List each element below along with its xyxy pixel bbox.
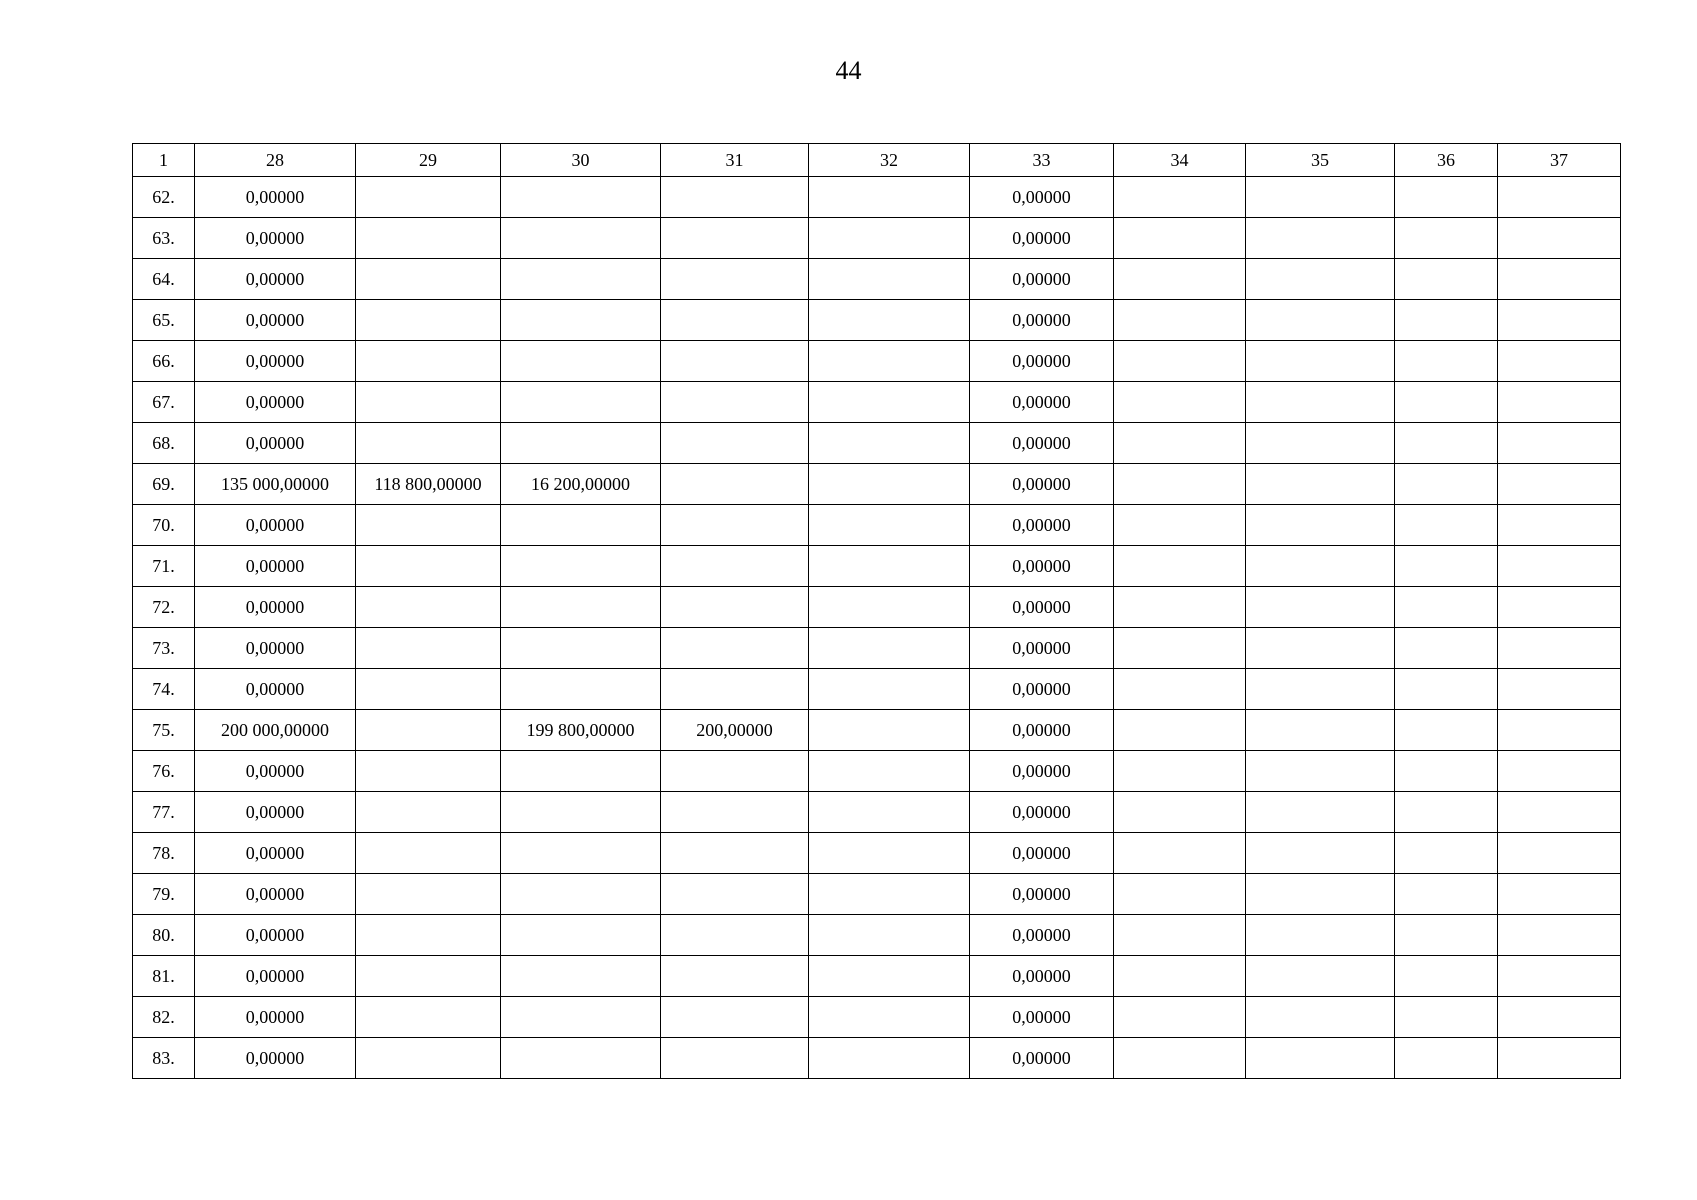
row-number-cell: 64. [133,259,195,300]
table-cell [661,956,809,997]
table-row [133,956,1621,997]
table-cell [809,341,970,382]
table-cell: 0,00000 [195,1038,356,1079]
table-cell [356,833,501,874]
table-row [133,751,1621,792]
table-cell [1114,341,1246,382]
table-cell [809,751,970,792]
table-cell [661,628,809,669]
table-cell [809,423,970,464]
table-cell [356,341,501,382]
table-cell: 0,00000 [195,669,356,710]
table-cell [501,956,661,997]
table-cell [1114,218,1246,259]
table-cell [1114,628,1246,669]
table-row [133,341,1621,382]
table-cell: 0,00000 [970,956,1114,997]
table-cell [809,874,970,915]
row-number-cell: 65. [133,300,195,341]
table-cell [809,833,970,874]
table-cell [1114,915,1246,956]
table-cell: 0,00000 [195,546,356,587]
table-cell [356,997,501,1038]
table-row [133,997,1621,1038]
table-cell [1498,956,1621,997]
table-cell [1114,1038,1246,1079]
table-cell [1114,546,1246,587]
table-cell [501,218,661,259]
table-row [133,464,1621,505]
table-cell [661,464,809,505]
table-cell [661,874,809,915]
table-cell: 0,00000 [970,751,1114,792]
table-cell [501,341,661,382]
table-row [133,1038,1621,1079]
table-cell: 0,00000 [195,218,356,259]
table-cell [809,218,970,259]
table-cell [809,464,970,505]
table-cell [661,505,809,546]
table-cell: 0,00000 [195,341,356,382]
column-header: 28 [195,144,356,177]
table-cell [809,505,970,546]
table-cell: 0,00000 [970,259,1114,300]
table-cell [661,341,809,382]
table-cell [1395,464,1498,505]
table-cell [1114,177,1246,218]
table-row [133,300,1621,341]
table-cell [501,505,661,546]
table-cell: 0,00000 [970,587,1114,628]
table-cell [1114,874,1246,915]
column-header: 37 [1498,144,1621,177]
table-cell [356,587,501,628]
table-cell [809,177,970,218]
table-cell [501,997,661,1038]
table-cell [501,177,661,218]
table-cell [1498,505,1621,546]
row-number-cell: 83. [133,1038,195,1079]
table-cell [661,218,809,259]
table-cell [501,259,661,300]
row-number-cell: 76. [133,751,195,792]
table-cell [1498,423,1621,464]
table-cell [661,792,809,833]
row-number-cell: 79. [133,874,195,915]
table-cell [1498,587,1621,628]
table-cell [661,997,809,1038]
table-cell [501,546,661,587]
table-cell: 0,00000 [970,997,1114,1038]
table-cell [501,833,661,874]
table-cell: 0,00000 [195,177,356,218]
table-cell [1246,997,1395,1038]
table-cell [661,915,809,956]
table-cell: 0,00000 [195,628,356,669]
table-cell: 200 000,00000 [195,710,356,751]
table-cell: 0,00000 [195,792,356,833]
table-cell [356,915,501,956]
table-cell [1114,997,1246,1038]
table-cell [1498,218,1621,259]
table-cell [356,423,501,464]
row-number-cell: 82. [133,997,195,1038]
table-cell [1395,710,1498,751]
table-cell [1395,300,1498,341]
table-cell: 0,00000 [195,423,356,464]
table-cell [1246,1038,1395,1079]
table-cell [501,874,661,915]
table-cell [356,259,501,300]
table-cell [1114,259,1246,300]
table-row [133,915,1621,956]
table-cell [356,382,501,423]
table-cell [1395,587,1498,628]
row-number-cell: 78. [133,833,195,874]
table-cell [1114,587,1246,628]
table-cell [1498,751,1621,792]
table-cell [1498,997,1621,1038]
table-cell [501,669,661,710]
table-cell [1498,1038,1621,1079]
row-number-cell: 73. [133,628,195,669]
table-cell [501,300,661,341]
table-cell [501,1038,661,1079]
row-number-cell: 69. [133,464,195,505]
column-header: 36 [1395,144,1498,177]
table-cell [661,1038,809,1079]
table-cell [1395,423,1498,464]
table-cell [1114,300,1246,341]
table-cell: 0,00000 [195,587,356,628]
table-cell: 0,00000 [970,1038,1114,1079]
column-header: 1 [133,144,195,177]
table-cell [356,628,501,669]
table-cell [356,792,501,833]
table-cell [809,915,970,956]
table-row [133,259,1621,300]
table-row [133,792,1621,833]
table-cell [809,669,970,710]
table-cell: 0,00000 [195,505,356,546]
row-number-cell: 62. [133,177,195,218]
table-cell: 0,00000 [970,218,1114,259]
table-cell [1114,833,1246,874]
table-row [133,505,1621,546]
row-number-cell: 80. [133,915,195,956]
table-row [133,669,1621,710]
table-cell [661,546,809,587]
table-cell: 0,00000 [970,710,1114,751]
table-cell [1246,218,1395,259]
table-cell: 118 800,00000 [356,464,501,505]
table-cell [661,382,809,423]
table-cell [1498,177,1621,218]
table-cell: 0,00000 [195,915,356,956]
table-cell [1246,382,1395,423]
table-cell [501,382,661,423]
table-cell [1246,259,1395,300]
row-number-cell: 77. [133,792,195,833]
row-number-cell: 74. [133,669,195,710]
table-cell [1395,177,1498,218]
row-number-cell: 68. [133,423,195,464]
table-cell [1498,874,1621,915]
table-cell: 199 800,00000 [501,710,661,751]
table-cell: 0,00000 [970,464,1114,505]
table-cell [356,710,501,751]
table-cell [809,300,970,341]
table-cell: 0,00000 [970,833,1114,874]
table-cell [1498,464,1621,505]
table-cell [356,505,501,546]
table-cell [1395,505,1498,546]
table-cell [501,792,661,833]
table-cell [809,382,970,423]
table-cell [1395,1038,1498,1079]
table-row [133,218,1621,259]
table-cell [1498,669,1621,710]
table-cell [1246,669,1395,710]
table-cell [809,1038,970,1079]
row-number-cell: 63. [133,218,195,259]
table-cell [809,710,970,751]
table-cell [1395,669,1498,710]
table-cell [1395,997,1498,1038]
row-number-cell: 71. [133,546,195,587]
table-cell: 0,00000 [970,300,1114,341]
table-header-row [133,144,1621,177]
column-header: 34 [1114,144,1246,177]
table-cell [501,751,661,792]
table-cell: 0,00000 [970,915,1114,956]
data-table [132,143,1621,1079]
table-cell: 0,00000 [970,669,1114,710]
table-cell: 0,00000 [195,382,356,423]
table-cell [1246,177,1395,218]
table-cell [356,300,501,341]
table-cell [1395,218,1498,259]
table-cell [1114,505,1246,546]
table-cell [1395,382,1498,423]
table-cell: 0,00000 [195,997,356,1038]
table-cell [1395,956,1498,997]
table-row [133,587,1621,628]
table-cell [661,751,809,792]
table-cell [1114,956,1246,997]
table-cell: 0,00000 [970,423,1114,464]
table-cell [1114,464,1246,505]
table-cell: 0,00000 [195,956,356,997]
table-cell [1114,792,1246,833]
row-number-cell: 72. [133,587,195,628]
table-cell [1246,792,1395,833]
table-cell [1114,710,1246,751]
table-cell: 0,00000 [970,792,1114,833]
table-cell [1246,505,1395,546]
table-cell: 0,00000 [195,259,356,300]
table-cell [661,300,809,341]
row-number-cell: 66. [133,341,195,382]
row-number-cell: 81. [133,956,195,997]
table-cell [809,259,970,300]
column-header: 29 [356,144,501,177]
table-cell: 0,00000 [195,751,356,792]
column-header: 33 [970,144,1114,177]
table-cell [809,997,970,1038]
table-cell [1246,874,1395,915]
column-header: 32 [809,144,970,177]
table-cell [1498,833,1621,874]
table-cell [501,915,661,956]
table-cell [809,587,970,628]
table-cell [1395,546,1498,587]
table-cell: 0,00000 [970,874,1114,915]
table-cell [1114,423,1246,464]
table-cell [661,423,809,464]
table-cell: 0,00000 [970,177,1114,218]
table-row [133,177,1621,218]
row-number-cell: 75. [133,710,195,751]
table-cell: 0,00000 [970,546,1114,587]
table-row [133,628,1621,669]
row-number-cell: 67. [133,382,195,423]
table-cell [356,956,501,997]
table-cell [1246,423,1395,464]
table-cell [661,259,809,300]
table-cell: 0,00000 [195,874,356,915]
table-cell [661,833,809,874]
table-cell [809,628,970,669]
table-cell [1395,341,1498,382]
table-cell [1498,546,1621,587]
table-cell [1246,341,1395,382]
table-cell [1246,464,1395,505]
table-cell [1395,259,1498,300]
table-cell [809,546,970,587]
table-cell [661,587,809,628]
table-cell [356,218,501,259]
table-cell [501,628,661,669]
table-cell [1246,915,1395,956]
table-cell [356,751,501,792]
table-cell [356,177,501,218]
table-row [133,710,1621,751]
table-cell [1395,792,1498,833]
page-number: 44 [835,56,862,85]
table-cell [809,792,970,833]
table-cell [1498,792,1621,833]
table-cell [1498,628,1621,669]
table-cell [1114,382,1246,423]
table-row [133,382,1621,423]
table-cell: 200,00000 [661,710,809,751]
column-header: 35 [1246,144,1395,177]
table-body [133,177,1621,1079]
table-cell [1498,300,1621,341]
table-cell: 0,00000 [195,300,356,341]
table-cell [1395,874,1498,915]
table-cell [661,669,809,710]
table-cell [1498,259,1621,300]
table-cell: 135 000,00000 [195,464,356,505]
table-cell [1246,956,1395,997]
table-cell: 0,00000 [195,833,356,874]
table-cell [501,423,661,464]
column-header: 30 [501,144,661,177]
row-number-cell: 70. [133,505,195,546]
table-cell [1498,915,1621,956]
table-row [133,833,1621,874]
table-cell [1395,833,1498,874]
column-header: 31 [661,144,809,177]
table-cell [661,177,809,218]
table-cell [356,669,501,710]
table-cell [1246,300,1395,341]
table-cell [1246,710,1395,751]
table-cell [1246,751,1395,792]
table-cell [356,1038,501,1079]
table-row [133,546,1621,587]
table-cell [1114,751,1246,792]
table-cell [1246,628,1395,669]
table-cell [1498,341,1621,382]
table-cell [1498,382,1621,423]
table-cell [1395,628,1498,669]
table-cell [1498,710,1621,751]
table-cell [501,587,661,628]
table-cell [1246,546,1395,587]
table-cell: 16 200,00000 [501,464,661,505]
table-cell [1246,587,1395,628]
table-cell [809,956,970,997]
table-cell: 0,00000 [970,628,1114,669]
table-cell [1395,915,1498,956]
table-cell: 0,00000 [970,505,1114,546]
table-cell [1246,833,1395,874]
table-cell [1395,751,1498,792]
table-row [133,874,1621,915]
table-cell [1114,669,1246,710]
table-row [133,423,1621,464]
table-cell [356,874,501,915]
table-cell: 0,00000 [970,382,1114,423]
table-cell: 0,00000 [970,341,1114,382]
table-cell [356,546,501,587]
